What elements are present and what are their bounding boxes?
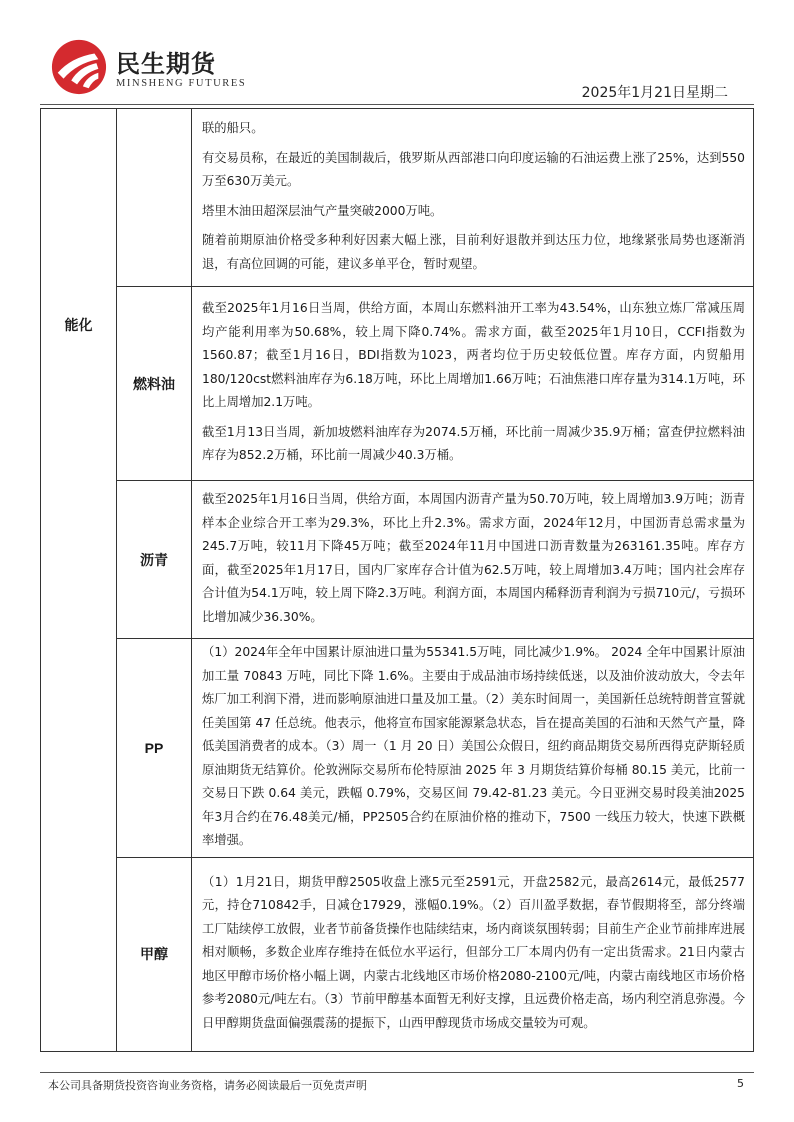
footer-divider (40, 1072, 754, 1073)
product-cell: PP (117, 639, 192, 858)
paragraph: 截至1月13日当周，新加坡燃料油库存为2074.5万桶，环比前一周减少35.9万桶；富查伊拉燃料油库存为852.2万桶，环比前一周减少40.3万桶。 (202, 424, 745, 463)
header-divider (40, 104, 754, 105)
product-cell: 燃料油 (117, 287, 192, 481)
table-row (41, 481, 754, 639)
content-cell (192, 287, 754, 481)
paragraph: 截至2025年1月16日当周，供给方面，本周山东燃料油开工率为43.54%，山东独立炼厂常减压周均产能利用率为50.68%，较上周下降0.74%。需求方面，截至2025年1月10日，CCFI指数为1560.87；截至1月16日，BDI指数为1023，两者均位于历史较低位置。库存方面，内贸船用180/120cst燃料油库存为6.18万吨，环比上周增加1.66万吨；石油焦港口库存量为314.1万吨，环比上周增加2.1万吨。 (202, 301, 745, 410)
content-cell (192, 857, 754, 1051)
table-row (41, 857, 754, 1051)
minsheng-logo-icon (50, 38, 108, 96)
table-row (41, 639, 754, 858)
table-row (41, 109, 754, 287)
content-cell (192, 639, 754, 858)
table-row (41, 287, 754, 481)
product-cell: 甲醇 (117, 857, 192, 1051)
page-header (0, 0, 794, 110)
product-cell (117, 109, 192, 287)
paragraph: （1）2024年全年中国累计原油进口量为55341.5万吨，同比减少1.9%。 2024 全年中国累计原油加工量 70843 万吨，同比下降 1.6%。主要由于成品油市场持续低迷，以及油价波动放大，令去年炼厂加工利润下滑，进而影响原油进口量及加工量。（2）美东时间周一，美国新任总统特朗普宣誓就任美国第 47 任总统。他表示，他将宣布国家能源紧急状态，旨在提高美国的石油和天然气产量，降低美国消费者的成本。（3）周一（1 月 20 日）美国公众假日，纽约商品期货交易所西得克萨斯轻质原油期货无结算价。伦敦洲际交易所布伦特原油 2025 年 3 月期货结算价每桶 80.15 美元，比前一交易日下跌 0.64 美元，跌幅 0.79%，交易区间 79.42-81.23 美元。今日亚洲交易时段美油2025年3月合约在76.48美元/桶，PP2505合约在原油价格的推动下，7500 一线压力较大，快速下跌概率增强。 (202, 645, 745, 847)
report-date: 2025年1月21日星期二 (581, 85, 728, 101)
category-cell: 能化 (41, 109, 117, 1052)
paragraph: 有交易员称，在最近的美国制裁后，俄罗斯从西部港口向印度运输的石油运费上涨了25%，达到550万至630万美元。 (202, 150, 745, 188)
content-cell (192, 109, 754, 287)
brand-name-cn: 民生期货 (116, 50, 216, 78)
paragraph: （1）1月21日，期货甲醇2505收盘上涨5元至2591元，开盘2582元，最高2614元，最低2577元，持仓710842手，日减仓17929，涨幅0.19%。（2）百川盈孚数据，春节假期将至，部分终端工厂陆续停工放假，业者节前备货操作也陆续结束，场内商谈氛围转弱；目前生产企业节前排库进展相对顺畅，多数企业库存维持在低位水平运行，但部分工厂本周内仍有一定出货需求。21日内蒙古地区甲醇市场价格小幅上调，内蒙古北线地区市场价格2080-2100元/吨，内蒙古南线地区市场价格参考2080元/吨左右。（3）节前甲醇基本面暂无利好支撑，且远费价格走高，场内利空消息弥漫。今日甲醇期货盘面偏强震荡的提振下，山西甲醇现货市场成交量较为可观。 (202, 874, 745, 1030)
paragraph: 塔里木油田超深层油气产量突破2000万吨。 (202, 203, 443, 218)
paragraph: 联的船只。 (202, 121, 264, 135)
brand-name-en: MINSHENG FUTURES (116, 78, 247, 89)
footer-disclaimer: 本公司具备期货投资咨询业务资格，请务必阅读最后一页免责声明 (48, 1079, 367, 1092)
product-cell: 沥青 (117, 481, 192, 639)
content-cell (192, 481, 754, 639)
paragraph: 随着前期原油价格受多种利好因素大幅上涨，目前利好退散并到达压力位，地缘紧张局势也逐渐消退，有高位回调的可能，建议多单平仓，暂时观望。 (202, 233, 745, 271)
commodity-table (40, 108, 754, 1052)
page-number: 5 (737, 1077, 744, 1090)
paragraph: 截至2025年1月16日当周，供给方面，本周国内沥青产量为50.70万吨，较上周增加3.9万吨；沥青样本企业综合开工率为29.3%，环比上升2.3%。需求方面，2024年12月，中国沥青总需求量为245.7万吨，较11月下降45万吨；截至2024年11月中国进口沥青数量为263161.35吨。库存方面，截至2025年1月17日，国内厂家库存合计值为62.5万吨，较上周增加3.4万吨；国内社会库存合计值为54.1万吨，较上周下降2.3万吨。利润方面，本周国内稀释沥青利润为亏损710元/，亏损环比增加减少36.30%。 (202, 492, 745, 624)
